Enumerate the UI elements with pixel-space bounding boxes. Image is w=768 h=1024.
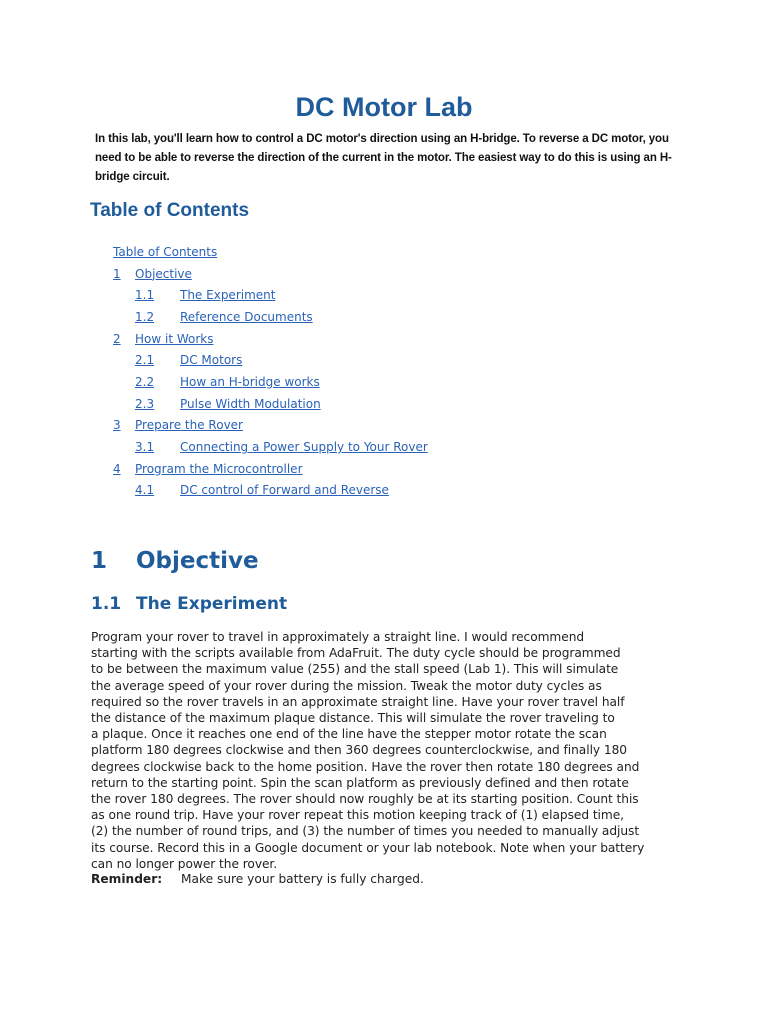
body-line: can no longer power the rover. (91, 856, 278, 871)
toc-entry-number[interactable]: 1.2 (135, 309, 155, 324)
body-line: (2) the number of round trips, and (3) the number of times you needed to manually adjust (91, 824, 640, 839)
intro-paragraph: In this lab, you'll learn how to control a DC motor's direction using an H-bridge. To reverse a DC motor, you need to be able to reverse the direction of the current in the motor. The easiest way to do this is using an H-bridge circuit. (95, 133, 672, 183)
body-line: Program your rover to travel in approximately a straight line. I would recommend (91, 630, 585, 644)
toc-heading: Table of Contents (90, 200, 250, 221)
toc-entry-number[interactable]: 2.2 (135, 374, 155, 389)
experiment-body-paragraph (91, 629, 671, 872)
toc-entry-link[interactable]: Connecting a Power Supply to Your Rover (180, 440, 428, 455)
toc-entry-number[interactable]: 4.1 (135, 483, 155, 498)
reminder-label: Reminder: (91, 872, 163, 886)
toc-entry-link[interactable]: Program the Microcontroller (135, 461, 303, 476)
toc-entry-link[interactable]: Table of Contents (113, 244, 218, 259)
body-line: its course. Record this in a Google document or your lab notebook. Note when your battery (91, 840, 645, 855)
toc-entry-link[interactable]: DC control of Forward and Reverse (180, 483, 389, 498)
toc-entry-number[interactable]: 3.1 (135, 440, 155, 455)
toc-entry[interactable] (113, 415, 613, 437)
toc-entry-number[interactable]: 2.3 (135, 396, 155, 411)
body-line: a plaque. Once it reaches one end of the line have the stepper motor rotate the scan (91, 727, 607, 742)
toc-entry[interactable] (113, 458, 613, 480)
toc-entry-number[interactable]: 2.1 (135, 353, 155, 368)
toc-entry-link[interactable]: The Experiment (180, 288, 276, 303)
section-number: 1 (91, 548, 108, 574)
section-title: Objective (136, 548, 259, 574)
toc-entry[interactable] (113, 393, 613, 415)
toc-entry-link[interactable]: Reference Documents (180, 309, 313, 324)
toc-entry[interactable] (113, 284, 613, 306)
toc-entry-number[interactable]: 3 (113, 418, 121, 433)
body-line: as one round trip. Have your rover repeat this motion keeping track of (1) elapsed time, (91, 808, 624, 823)
body-line: platform 180 degrees clockwise and then 360 degrees counterclockwise, and finally 180 (91, 743, 627, 758)
toc-entry-link[interactable]: DC Motors (180, 353, 243, 368)
document-title: DC Motor Lab (295, 92, 473, 122)
toc-entry-link[interactable]: Pulse Width Modulation (180, 396, 321, 411)
reminder-note (91, 872, 424, 886)
subsection-title: The Experiment (136, 594, 288, 614)
toc-entry[interactable] (113, 371, 613, 393)
body-line: the rover 180 degrees. The rover should now roughly be at its starting position. Count this (91, 792, 639, 807)
toc-entry-link[interactable]: How it Works (135, 331, 214, 346)
reminder-text: Make sure your battery is fully charged. (181, 872, 424, 886)
toc-entry-number[interactable]: 4 (113, 461, 121, 476)
toc-entry-link[interactable]: Prepare the Rover (135, 418, 243, 433)
toc-entry[interactable] (113, 349, 613, 371)
toc-entry-number[interactable]: 1 (113, 266, 121, 281)
subsection-number: 1.1 (91, 594, 122, 614)
toc-entry-number[interactable]: 1.1 (135, 288, 155, 303)
section-heading-objective (91, 548, 259, 574)
toc-entry[interactable] (113, 241, 613, 263)
body-line: degrees clockwise back to the home position. Have the rover then rotate 180 degrees and (91, 759, 640, 774)
toc-entry[interactable] (113, 328, 613, 350)
table-of-contents (113, 241, 613, 501)
toc-entry[interactable] (113, 436, 613, 458)
toc-entry[interactable] (113, 263, 613, 285)
toc-entry[interactable] (113, 480, 613, 502)
body-line: required so the rover travels in an approximate straight line. Have your rover travel half (91, 694, 625, 709)
toc-entry-number[interactable]: 2 (113, 331, 121, 346)
subsection-heading-experiment (91, 594, 287, 614)
toc-entry[interactable] (113, 306, 613, 328)
toc-entry-link[interactable]: How an H-bridge works (180, 374, 320, 389)
toc-entry-link[interactable]: Objective (135, 266, 192, 281)
body-line: the distance of the maximum plaque distance. This will simulate the rover traveling to (91, 711, 615, 726)
body-line: return to the starting point. Spin the scan platform as previously defined and then rotate (91, 775, 629, 790)
body-line: to be between the maximum value (255) and the stall speed (Lab 1). This will simulate (91, 662, 619, 677)
body-line: the average speed of your rover during the mission. Tweak the motor duty cycles as (91, 678, 602, 693)
body-line: starting with the scripts available from AdaFruit. The duty cycle should be programmed (91, 646, 621, 661)
